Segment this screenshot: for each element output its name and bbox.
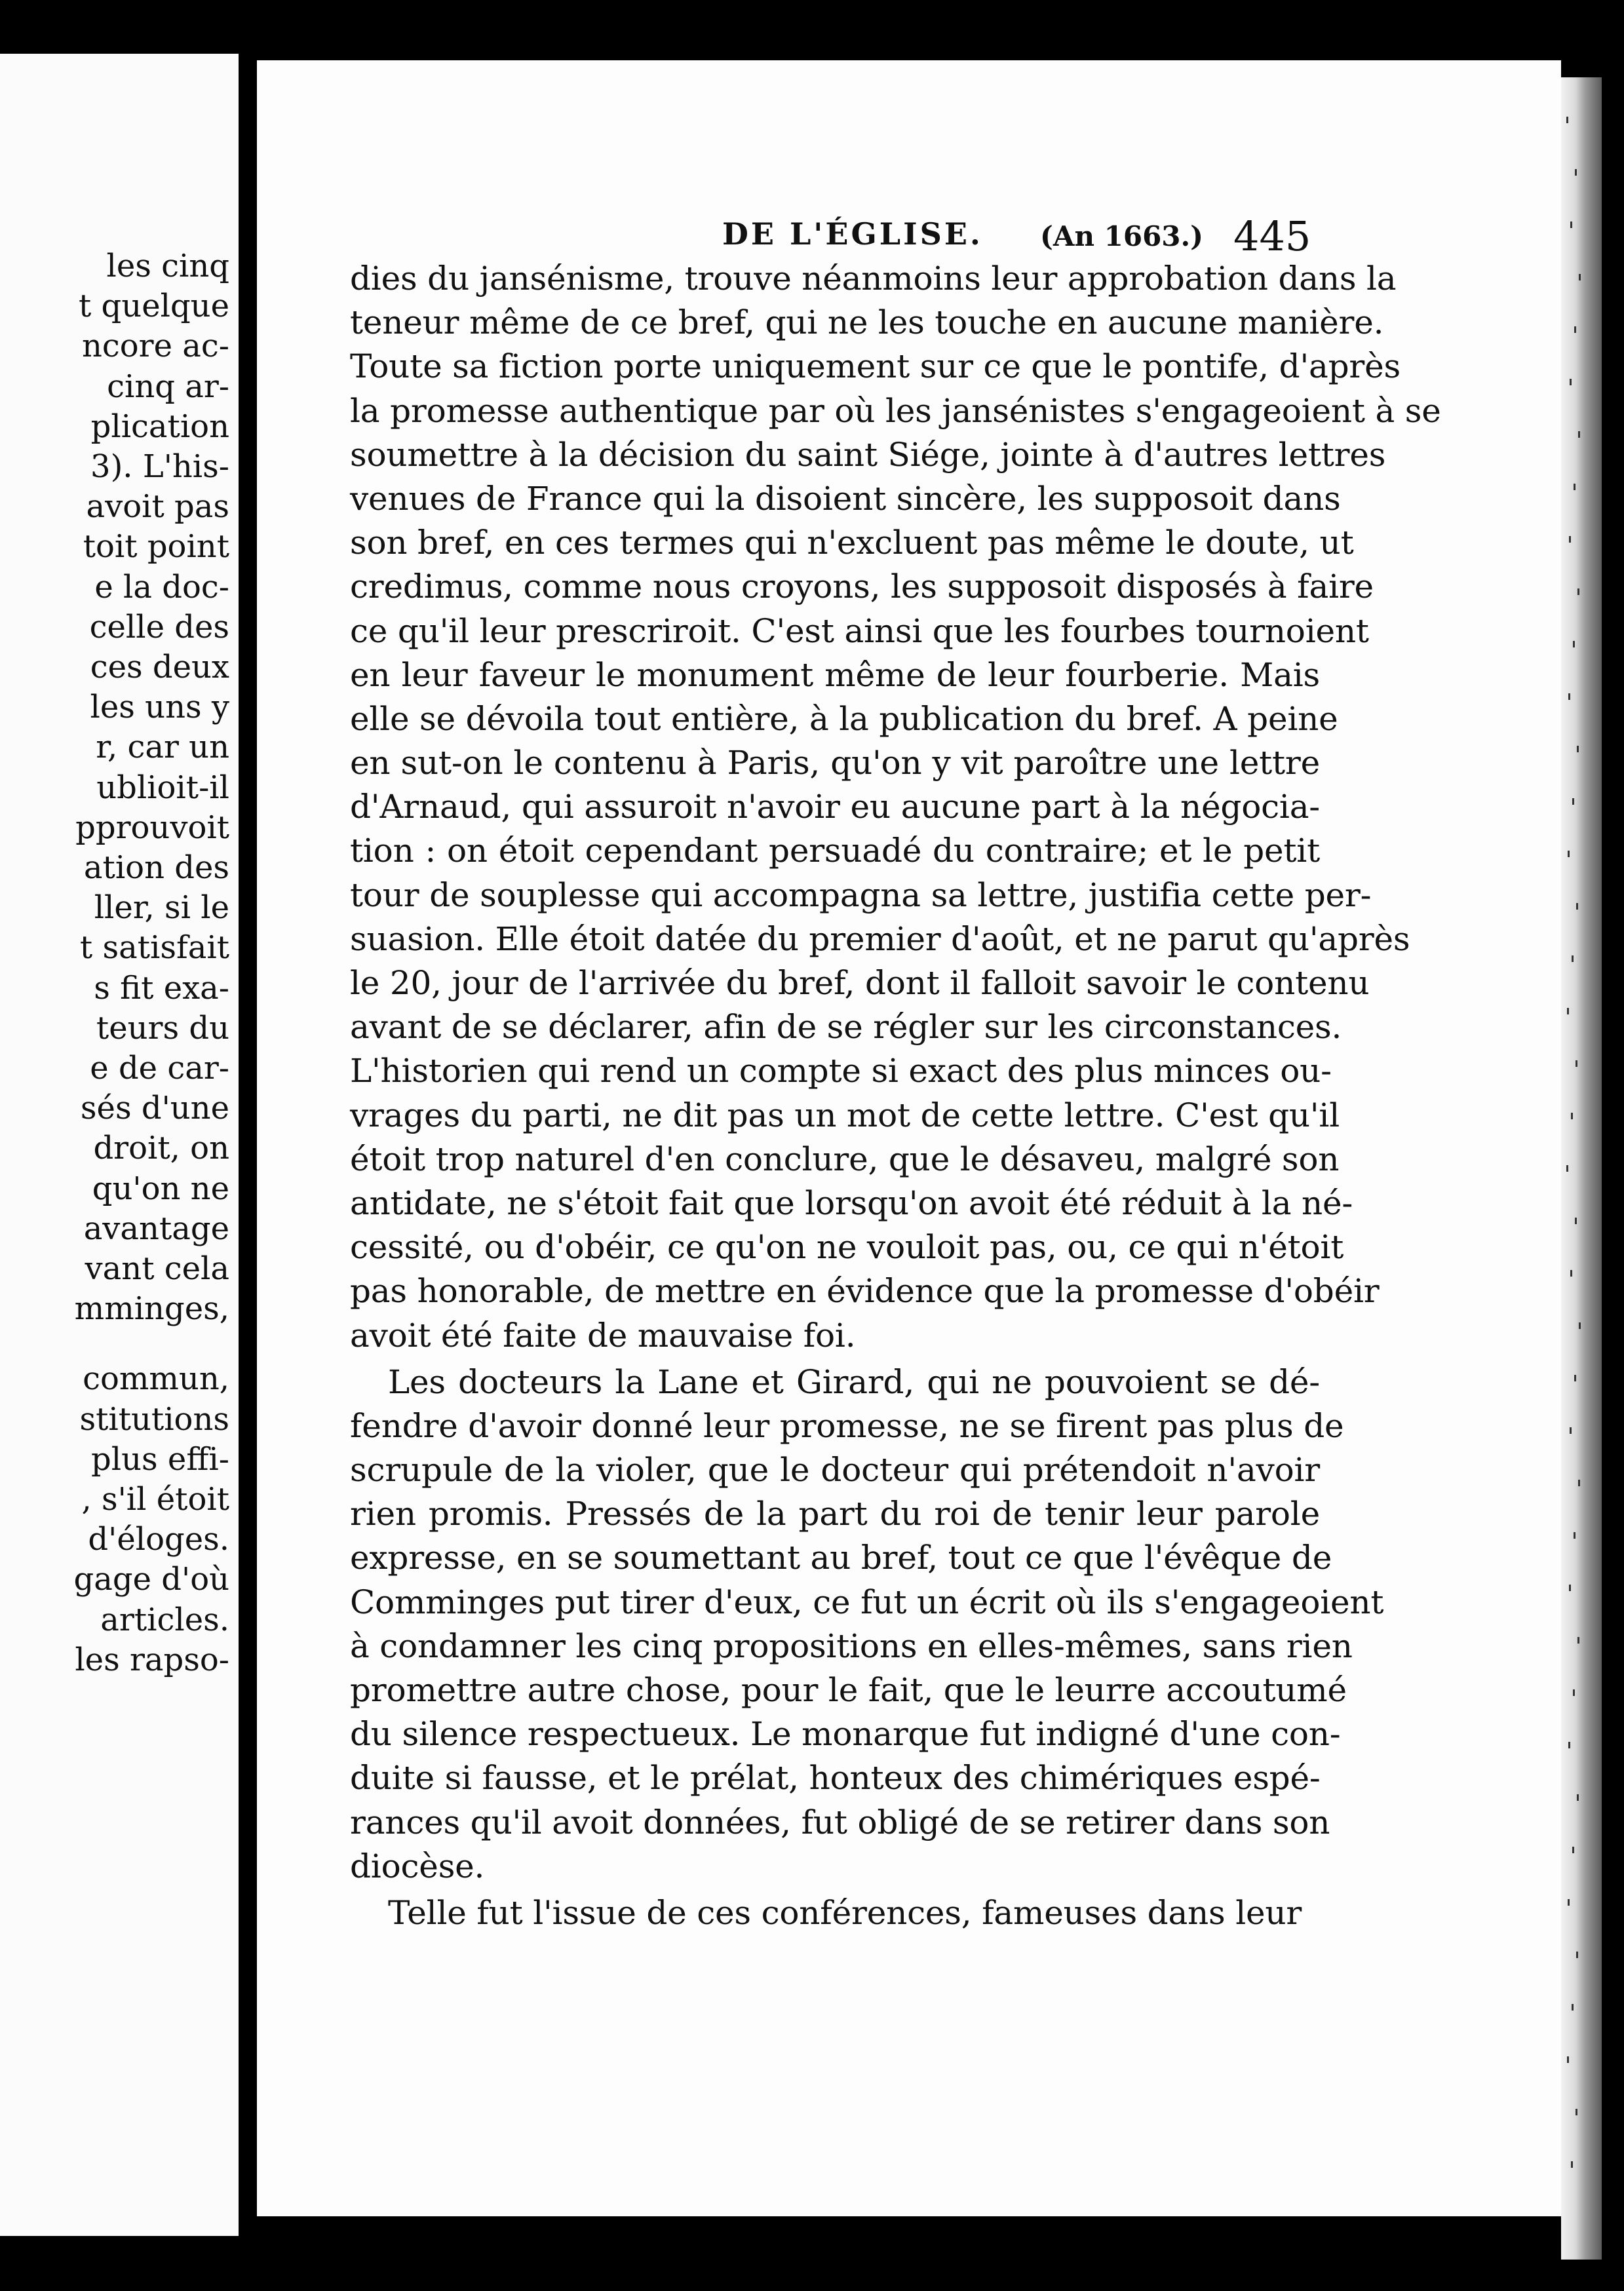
body-line: du silence respectueux. Le monarque fut indigné d'une con- [350,1715,1341,1754]
edge-speck [1572,798,1574,805]
left-page-line: ncore ac- [81,328,229,365]
edge-speck [1570,221,1572,228]
left-page-line: droit, on [93,1130,229,1167]
left-page-line: t satisfait [79,929,229,967]
body-line: avant de se déclarer, afin de se régler sur les circonstances. [350,1008,1342,1047]
edge-speck [1576,2109,1577,2115]
left-page-line: ces deux [90,649,229,685]
left-page-fragment [0,54,239,2236]
edge-speck [1571,1113,1573,1119]
body-line: elle se dévoila tout entière, à la publication du bref. A peine [350,699,1338,738]
body-line: fendre d'avoir donné leur promesse, ne se firent pas plus de [350,1406,1344,1445]
left-page-line: e la doc- [94,568,229,606]
edge-speck [1570,1427,1572,1434]
body-line: tion : on étoit cependant persuadé du contraire; et le petit [350,832,1320,870]
left-page-line: avoit pas [86,488,229,526]
body-line: diocèse. [350,1847,485,1885]
edge-speck [1570,379,1572,385]
left-page-line: mminges, [74,1290,229,1328]
edge-speck [1568,693,1570,700]
edge-speck [1568,1742,1570,1748]
left-page-line: articles. [100,1601,229,1638]
body-line: Toute sa fiction porte uniquement sur ce que le pontife, d'après [350,347,1401,386]
page-edge [1561,77,1602,2260]
left-page-line: ller, si le [94,889,229,927]
left-page-line: , s'il étoit [81,1481,229,1518]
edge-speck [1574,484,1576,490]
left-page-line: les cinq [106,248,229,284]
edge-speck [1578,431,1580,438]
left-page-line: avantage [83,1210,229,1247]
edge-speck [1578,1480,1580,1486]
left-page-line: sés d'une [80,1090,229,1127]
left-page-line: r, car un [96,729,229,766]
edge-speck [1571,2161,1573,2168]
body-line: tour de souplesse qui accompagna sa lettre, justifia cette per- [350,876,1372,914]
edge-speck [1579,274,1581,280]
left-page-line: les uns y [90,689,229,726]
edge-speck [1568,1899,1570,1906]
left-page-line: ublioit-il [96,769,229,806]
body-line: duite si fausse, et le prélat, honteux des chimériques espé- [350,1759,1321,1798]
body-line: L'historien qui rend un compte si exact des plus minces ou- [350,1052,1332,1090]
left-page-line: d'éloges. [88,1521,229,1558]
body-line: antidate, ne s'étoit fait que lorsqu'on avoit été réduit à la né- [350,1184,1353,1222]
edge-speck [1572,955,1574,962]
left-page-line: plication [90,408,229,445]
body-line: en sut-on le contenu à Paris, qu'on y vit paroître une lettre [350,744,1320,782]
edge-speck [1569,1585,1571,1591]
body-line: credimus, comme nous croyons, les supposoit disposés à faire [350,568,1374,606]
edge-speck [1573,641,1575,647]
edge-speck [1576,903,1578,910]
left-page-line: plus effi- [91,1440,229,1478]
body-text [350,257,1441,1935]
left-page-line: gage d'où [73,1561,229,1598]
body-line: vrages du parti, ne dit pas un mot de cette lettre. C'est qu'il [350,1096,1340,1134]
body-line: son bref, en ces termes qui n'excluent pas même le doute, ut [350,524,1354,562]
left-page-line: cinq ar- [107,368,229,405]
body-line: étoit trop naturel d'en conclure, que le désaveu, malgré son [350,1140,1340,1178]
left-page-line: e de car- [90,1050,229,1087]
body-line: Comminges put tirer d'eux, ce fut un écrit où ils s'engageoient [350,1583,1384,1621]
body-line: rances qu'il avoit données, fut obligé de se retirer dans son [350,1803,1330,1841]
edge-speck [1570,1270,1572,1277]
left-page-line: pprouvoit [75,809,229,846]
main-page [257,60,1561,2216]
left-page-line: celle des [89,608,229,645]
body-line: cessité, ou d'obéir, ce qu'on ne vouloit pas, ou, ce qui n'étoit [350,1228,1344,1267]
edge-speck [1568,851,1570,857]
left-page-line: vant cela [85,1250,229,1287]
page-number: 445 [1233,212,1311,260]
body-line: pas honorable, de mettre en évidence que la promesse d'obéir [350,1272,1380,1311]
left-page-line: 3). L'his- [90,448,229,485]
body-line: venues de France qui la disoient sincère, les supposoit dans [350,479,1341,518]
body-line: à condamner les cinq propositions en elles-mêmes, sans rien [350,1627,1353,1665]
left-page-line: stitutions [79,1400,229,1438]
edge-speck [1577,746,1579,752]
body-line: dies du jansénisme, trouve néanmoins leur approbation dans la [350,260,1397,298]
edge-speck [1575,1218,1577,1224]
body-line: suasion. Elle étoit datée du premier d'août, et ne parut qu'après [350,919,1410,958]
edge-speck [1576,1952,1578,1958]
left-page-line: ation des [83,849,229,886]
body-line: le 20, jour de l'arrivée du bref, dont il falloit savoir le contenu [350,964,1370,1002]
body-line: expresse, en se soumettant au bref, tout ce que l'évêque de [350,1539,1332,1577]
edge-speck [1567,1008,1569,1014]
left-page-line: les rapso- [75,1641,229,1678]
edge-speck [1572,1847,1574,1853]
left-page-line: s fit exa- [94,969,229,1007]
left-page-line: commun, [83,1360,229,1398]
edge-speck [1574,1375,1576,1381]
left-page-line: t quelque [79,288,229,325]
edge-speck [1574,1532,1576,1539]
edge-speck [1572,2004,1574,2011]
running-head-title: DE L'ÉGLISE. [722,216,983,252]
body-line: teneur même de ce bref, qui ne les touche en aucune manière. [350,303,1384,342]
body-line: soumettre à la décision du saint Siége, jointe à d'autres lettres [350,435,1386,474]
edge-speck [1566,117,1568,123]
edge-speck [1576,1060,1577,1067]
body-line: la promesse authentique par où les jansénistes s'engageoient à se [350,391,1441,430]
body-line: en leur faveur le monument même de leur fourberie. Mais [350,655,1320,694]
edge-speck [1574,326,1576,333]
body-line: Les docteurs la Lane et Girard, qui ne pouvoient se dé- [388,1362,1320,1401]
left-page-line: toit point [83,528,229,566]
left-page-line: teurs du [96,1009,229,1047]
body-line: avoit été faite de mauvaise foi. [350,1316,856,1355]
body-line: rien promis. Pressés de la part du roi de tenir leur parole [350,1495,1320,1533]
body-line: Telle fut l'issue de ces conférences, fameuses dans leur [388,1893,1302,1932]
body-line: d'Arnaud, qui assuroit n'avoir eu aucune part à la négocia- [350,788,1320,826]
edge-speck [1577,1637,1579,1644]
edge-speck [1579,1322,1581,1329]
edge-speck [1577,588,1579,595]
body-line: ce qu'il leur prescriroit. C'est ainsi que les fourbes tournoient [350,611,1369,650]
edge-speck [1569,536,1571,543]
edge-speck [1575,169,1577,176]
body-line: promettre autre chose, pour le fait, que le leurre accoutumé [350,1671,1347,1709]
edge-speck [1566,1165,1568,1172]
running-head-year: (An 1663.) [1040,220,1204,252]
left-page-line: qu'on ne [92,1170,229,1207]
body-line: scrupule de la violer, que le docteur qui prétendoit n'avoir [350,1451,1320,1490]
edge-speck [1573,1689,1575,1696]
edge-speck [1567,2056,1569,2063]
edge-speck [1577,1794,1579,1801]
